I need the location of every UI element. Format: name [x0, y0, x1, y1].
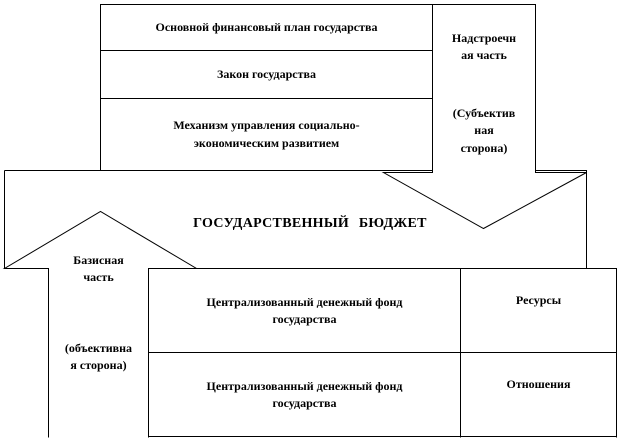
relations-text: Отношения: [506, 376, 571, 391]
fund-cell-2-line-2: государства: [272, 396, 337, 410]
law-text: Закон государства: [216, 66, 316, 81]
plan-text: Основной финансовый план государства: [155, 19, 378, 34]
base-side-line-1: (объективна: [64, 340, 133, 355]
mechanism-text-line-1: Механизм управления социально-: [173, 118, 360, 133]
superstructure-title: [433, 24, 535, 70]
base-title-line-2: часть: [83, 270, 114, 284]
superstructure-title-line-2: ая часть: [461, 48, 507, 62]
superstructure-side-line-3: сторона): [460, 140, 508, 155]
fund-cell-2-line-1: Централизованный денежный фонд: [206, 378, 403, 393]
base-title-line-1: Базисная: [73, 252, 124, 267]
resources-cell: [461, 269, 616, 332]
fund-cell-1-line-2: государства: [272, 312, 337, 326]
base-title: [49, 246, 148, 292]
superstructure-side: [433, 98, 535, 164]
relations-cell: [461, 353, 616, 416]
plan-cell: [101, 5, 432, 50]
mechanism-text-line-2: экономическим развитием: [193, 135, 340, 150]
base-side-line-2: я сторона): [70, 358, 127, 372]
resources-text: Ресурсы: [515, 292, 562, 307]
law-cell: [101, 51, 432, 98]
fund-cell-1: [149, 281, 460, 341]
budget-title: [140, 212, 480, 236]
fund-cell-1-line-1: Централизованный денежный фонд: [206, 294, 403, 309]
mechanism-cell: [101, 99, 432, 170]
budget-title-text: ГОСУДАРСТВЕННЫЙ БЮДЖЕТ: [193, 215, 427, 231]
superstructure-side-line-1: (Субъектив: [452, 105, 516, 120]
base-side: [49, 334, 148, 380]
superstructure-title-line-1: Надстроечн: [451, 30, 517, 45]
superstructure-side-line-2: ная: [474, 123, 494, 138]
fund-cell-2: [149, 365, 460, 425]
